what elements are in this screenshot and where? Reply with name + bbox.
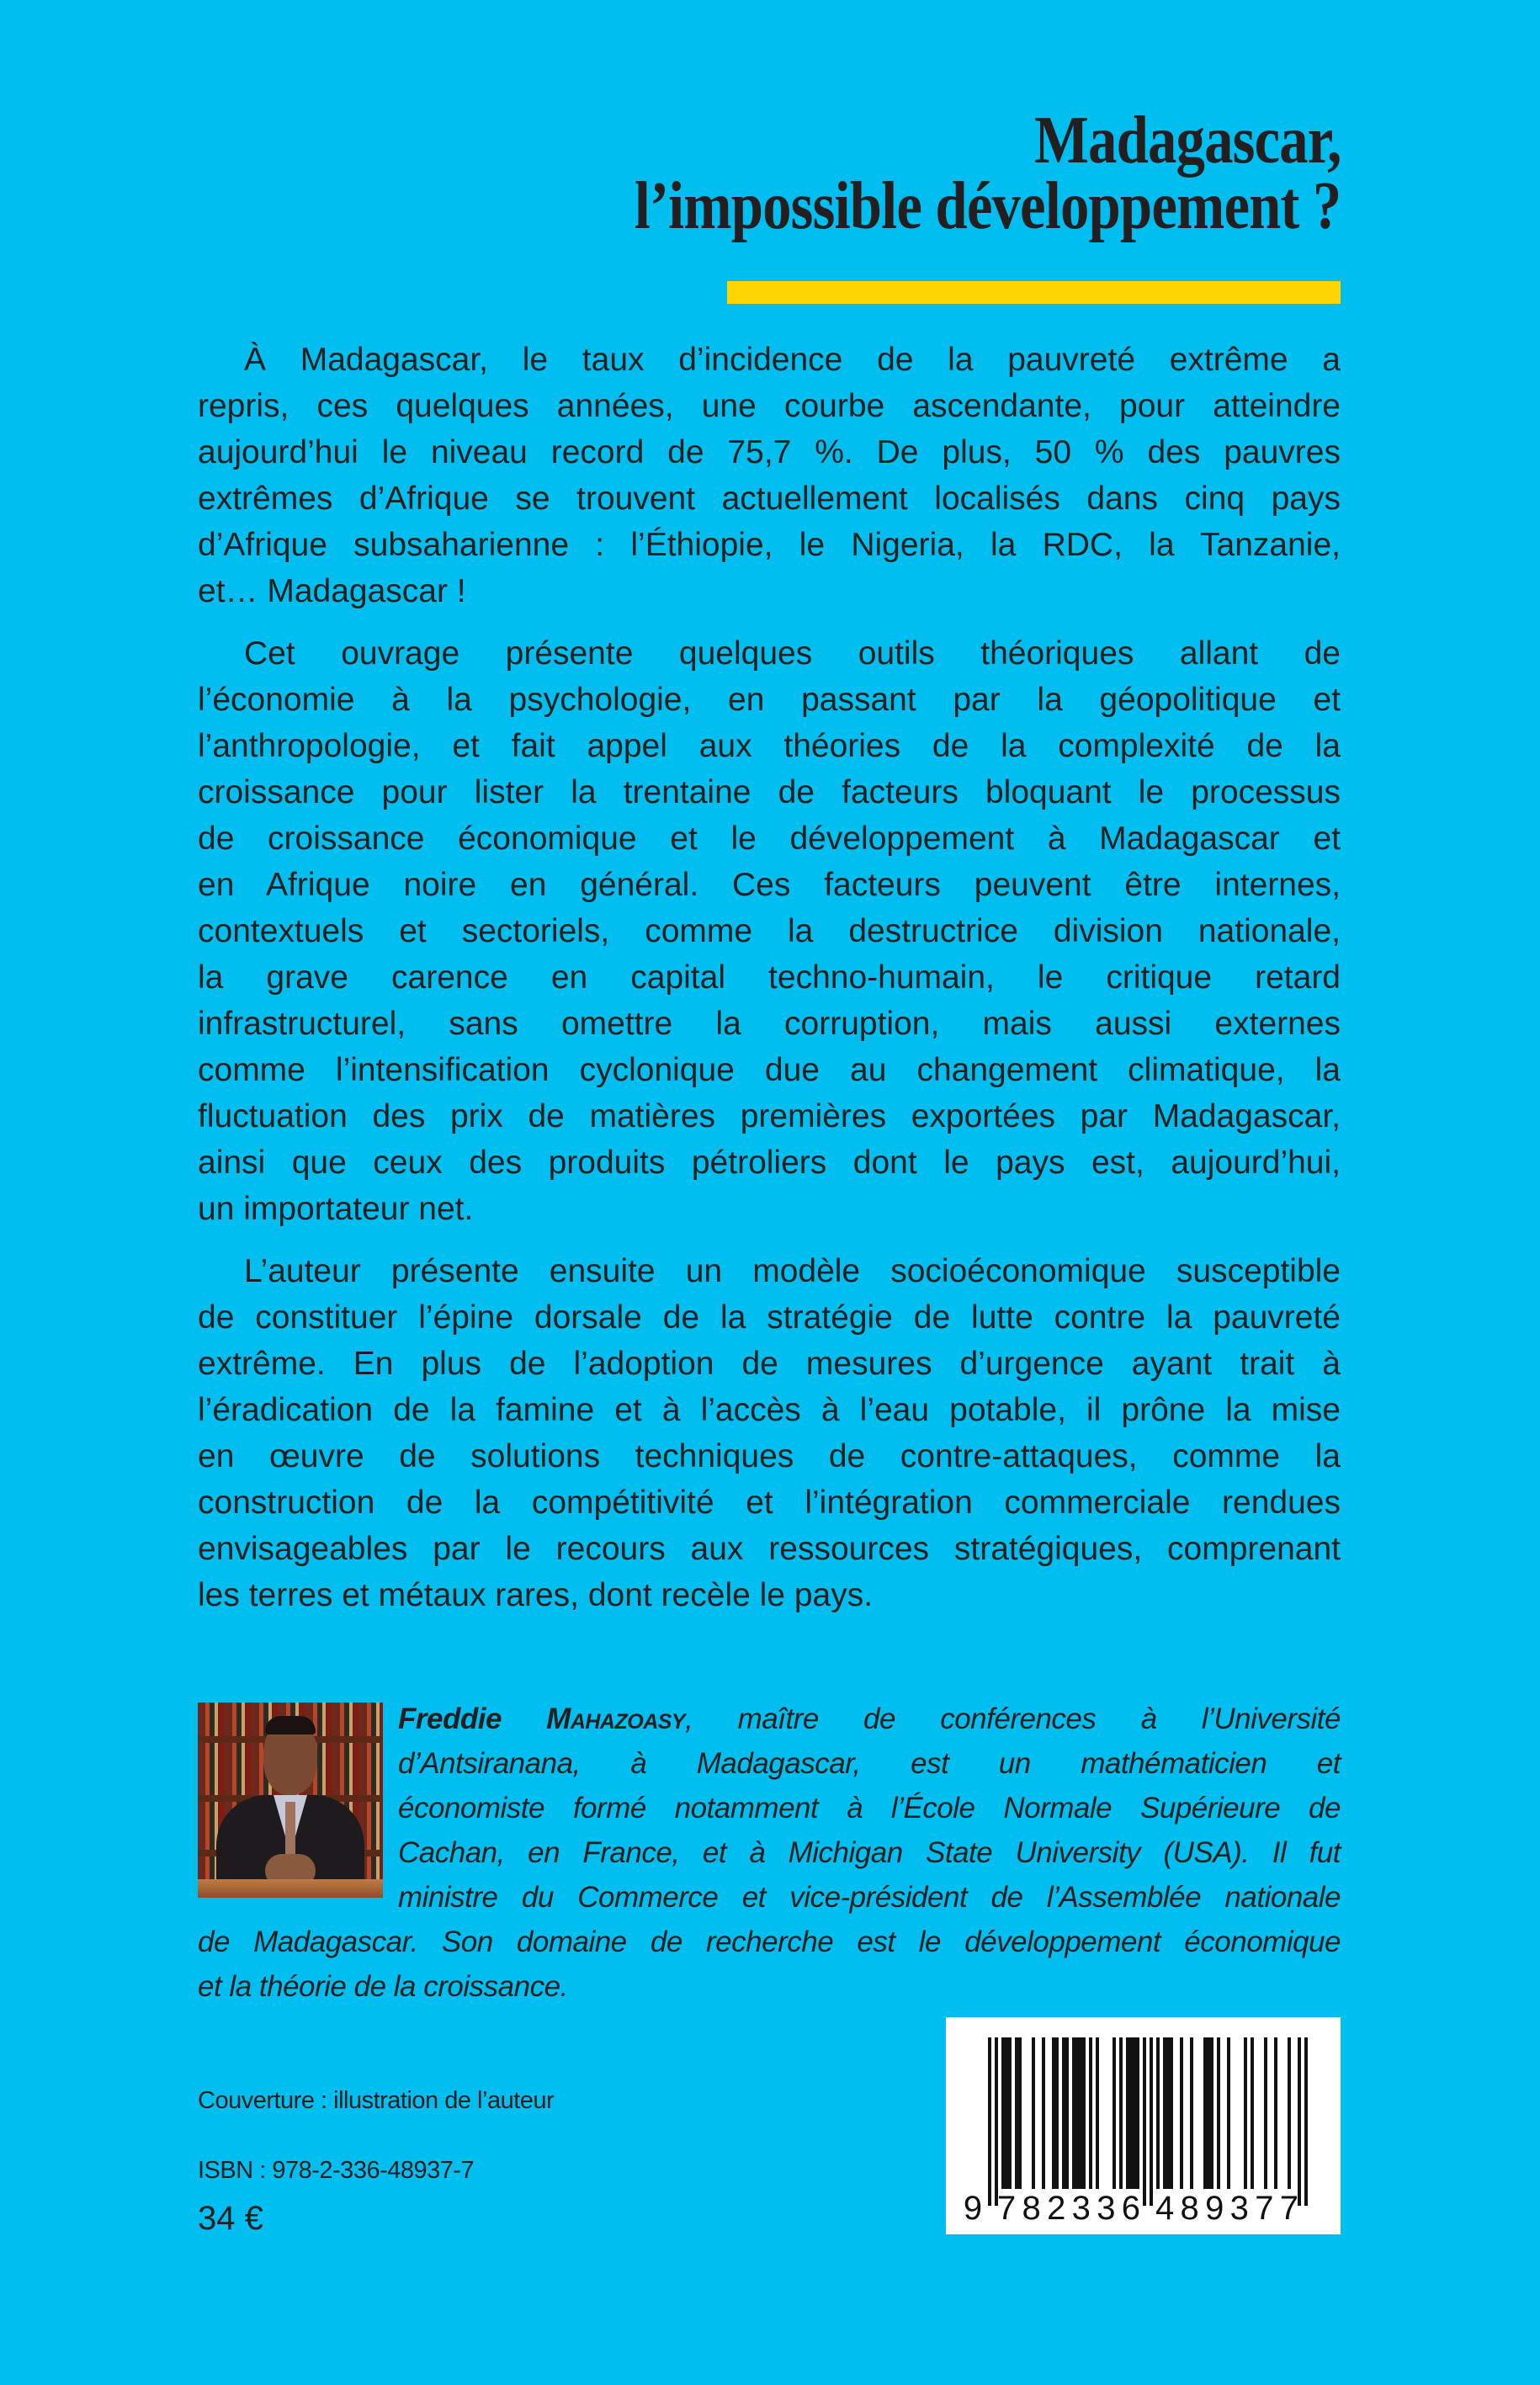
barcode-bar	[1042, 2037, 1045, 2189]
paragraph-line: repris, ces quelques années, une courbe ascendante, pour atteindre	[198, 388, 1341, 424]
paragraph-line: la grave carence en capital techno-humain, le critique retard	[198, 959, 1341, 996]
barcode-bar	[1156, 2037, 1160, 2189]
barcode-bar	[1251, 2037, 1254, 2189]
barcode-bar	[1190, 2037, 1193, 2189]
barcode-bar	[1166, 2037, 1170, 2189]
bio-line: et la théorie de la croissance.	[198, 1970, 568, 2003]
paragraph-line: l’anthropologie, et fait appel aux théories de la complexité de la	[198, 728, 1341, 764]
paragraph-line: aujourd’hui le niveau record de 75,7 %. De plus, 50 % des pauvres	[198, 434, 1341, 470]
paragraph-line: l’économie à la psychologie, en passant par la géopolitique et	[198, 682, 1341, 718]
paragraph	[198, 337, 1341, 614]
barcode-bar	[1082, 2037, 1086, 2189]
bio-line: ministre du Commerce et vice-président de l’Assemblée nationale	[398, 1881, 1341, 1914]
isbn: ISBN : 978-2-336-48937-7	[198, 2157, 475, 2184]
barcode-bar	[1065, 2037, 1069, 2189]
price: 34 €	[198, 2200, 263, 2237]
barcode	[946, 2017, 1341, 2234]
bio-line: Cachan, en France, et à Michigan State University (USA). Il fut	[398, 1836, 1341, 1869]
paragraph-line: de croissance économique et le développement à Madagascar et	[198, 821, 1341, 857]
barcode-bar	[1119, 2037, 1123, 2189]
author-first-name: Freddie	[398, 1702, 502, 1735]
barcode-bar	[1089, 2037, 1092, 2189]
barcode-bar	[1217, 2037, 1220, 2189]
barcode-bar	[1274, 2037, 1277, 2189]
author-bio	[198, 1697, 1341, 2009]
barcode-bar	[1136, 2037, 1139, 2189]
barcode-bar	[1096, 2037, 1099, 2189]
paragraph-line: contextuels et sectoriels, comme la destructrice division nationale,	[198, 913, 1341, 949]
barcode-bar	[1170, 2037, 1173, 2189]
paragraph-line: extrêmes d’Afrique se trouvent actuellement localisés dans cinq pays	[198, 481, 1341, 517]
paragraph-line: L’auteur présente ensuite un modèle socioéconomique susceptible	[244, 1253, 1341, 1289]
paragraph-line: et… Madagascar !	[198, 573, 466, 609]
barcode-bar	[1150, 2037, 1153, 2206]
barcode-bar	[1264, 2037, 1267, 2189]
paragraph-line: comme l’intensification cyclonique due au changement climatique, la	[198, 1052, 1341, 1088]
barcode-bar	[1062, 2037, 1065, 2189]
bio-line	[398, 1697, 1341, 1741]
barcode-bar	[1143, 2037, 1146, 2206]
paragraph-line: d’Afrique subsaharienne : l’Éthiopie, le Nigeria, la RDC, la Tanzanie,	[198, 527, 1341, 563]
barcode-bar	[1304, 2037, 1308, 2206]
book-title	[519, 104, 1341, 243]
barcode-bar	[1207, 2037, 1210, 2189]
paragraph-line: extrême. En plus de l’adoption de mesures d’urgence ayant trait à	[198, 1346, 1341, 1382]
paragraph-line: fluctuation des prix de matières premières exportées par Madagascar,	[198, 1098, 1341, 1134]
barcode-bar	[1126, 2037, 1129, 2189]
barcode-bar	[995, 2037, 998, 2206]
title-line-2: l’impossible développement ?	[634, 169, 1341, 243]
paragraph-line: infrastructurel, sans omettre la corruption, mais aussi externes	[198, 1006, 1341, 1042]
bio-line: d’Antsiranana, à Madagascar, est un mathématicien et	[398, 1747, 1341, 1780]
barcode-bar	[1203, 2037, 1207, 2189]
barcode-bar	[1180, 2037, 1183, 2189]
paragraph-line: À Madagascar, le taux d’incidence de la pauvreté extrême a	[244, 342, 1341, 378]
bio-line: économiste formé notamment à l’École Normale Supérieure de	[398, 1792, 1341, 1825]
barcode-bar	[1075, 2037, 1079, 2189]
back-cover-summary	[198, 337, 1341, 1634]
barcode-digits: 9	[963, 2190, 983, 2227]
barcode-bar	[1113, 2037, 1116, 2189]
barcode-bar	[1055, 2037, 1059, 2189]
barcode-bar	[1227, 2037, 1230, 2189]
barcode-bar	[1005, 2037, 1008, 2189]
paragraph-line: en Afrique noire en général. Ces facteurs peuvent être internes,	[198, 867, 1341, 903]
barcode-bar	[1008, 2037, 1012, 2189]
barcode-bar	[1052, 2037, 1055, 2189]
barcode-digits: 782336	[997, 2190, 1140, 2227]
paragraph-line: l’éradication de la famine et à l’accès à l’eau potable, il prône la mise	[198, 1392, 1341, 1428]
barcode-bar	[1018, 2037, 1022, 2189]
barcode-bar	[1079, 2037, 1082, 2189]
barcode-digits: 489377	[1155, 2190, 1298, 2227]
barcode-bar	[1288, 2037, 1291, 2189]
barcode-bar	[1163, 2037, 1166, 2189]
paragraph-line: ainsi que ceux des produits pétroliers dont le pays est, aujourd’hui,	[198, 1145, 1341, 1181]
paragraph-line: construction de la compétitivité et l’intégration commerciale rendues	[198, 1485, 1341, 1521]
barcode-bar	[1244, 2037, 1247, 2189]
paragraph-line: en œuvre de solutions techniques de contre-attaques, comme la	[198, 1438, 1341, 1474]
author-last-name: Mahazoasy	[546, 1702, 686, 1735]
barcode-bar	[1032, 2037, 1035, 2189]
title-line-1: Madagascar,	[1033, 104, 1341, 178]
bio-line: de Madagascar. Son domaine de recherche est le développement économique	[198, 1926, 1341, 1958]
barcode-bar	[1015, 2037, 1018, 2189]
paragraph-line: un importateur net.	[198, 1191, 474, 1227]
barcode-bar	[1133, 2037, 1136, 2189]
paragraph	[198, 1248, 1341, 1618]
barcode-bar	[1129, 2037, 1133, 2189]
paragraph-line: envisageables par le recours aux ressources stratégiques, comprenant	[198, 1531, 1341, 1567]
barcode-bars	[946, 2017, 1341, 2234]
accent-bar	[727, 281, 1341, 304]
barcode-bar	[1072, 2037, 1075, 2189]
barcode-bar	[1210, 2037, 1213, 2189]
paragraph	[198, 630, 1341, 1232]
cover-credits: Couverture : illustration de l’auteur	[198, 2087, 555, 2114]
barcode-bar	[1001, 2037, 1005, 2189]
paragraph-line: Cet ouvrage présente quelques outils théoriques allant de	[244, 635, 1341, 672]
bio-text: , maître de conférences à l’Université	[685, 1702, 1341, 1735]
barcode-bar	[988, 2037, 991, 2206]
paragraph-line: de constituer l’épine dorsale de la stratégie de lutte contre la pauvreté	[198, 1299, 1341, 1336]
paragraph-line: les terres et métaux rares, dont recèle le pays.	[198, 1577, 874, 1613]
barcode-bar	[1298, 2037, 1301, 2206]
paragraph-line: croissance pour lister la trentaine de facteurs bloquant le processus	[198, 774, 1341, 810]
